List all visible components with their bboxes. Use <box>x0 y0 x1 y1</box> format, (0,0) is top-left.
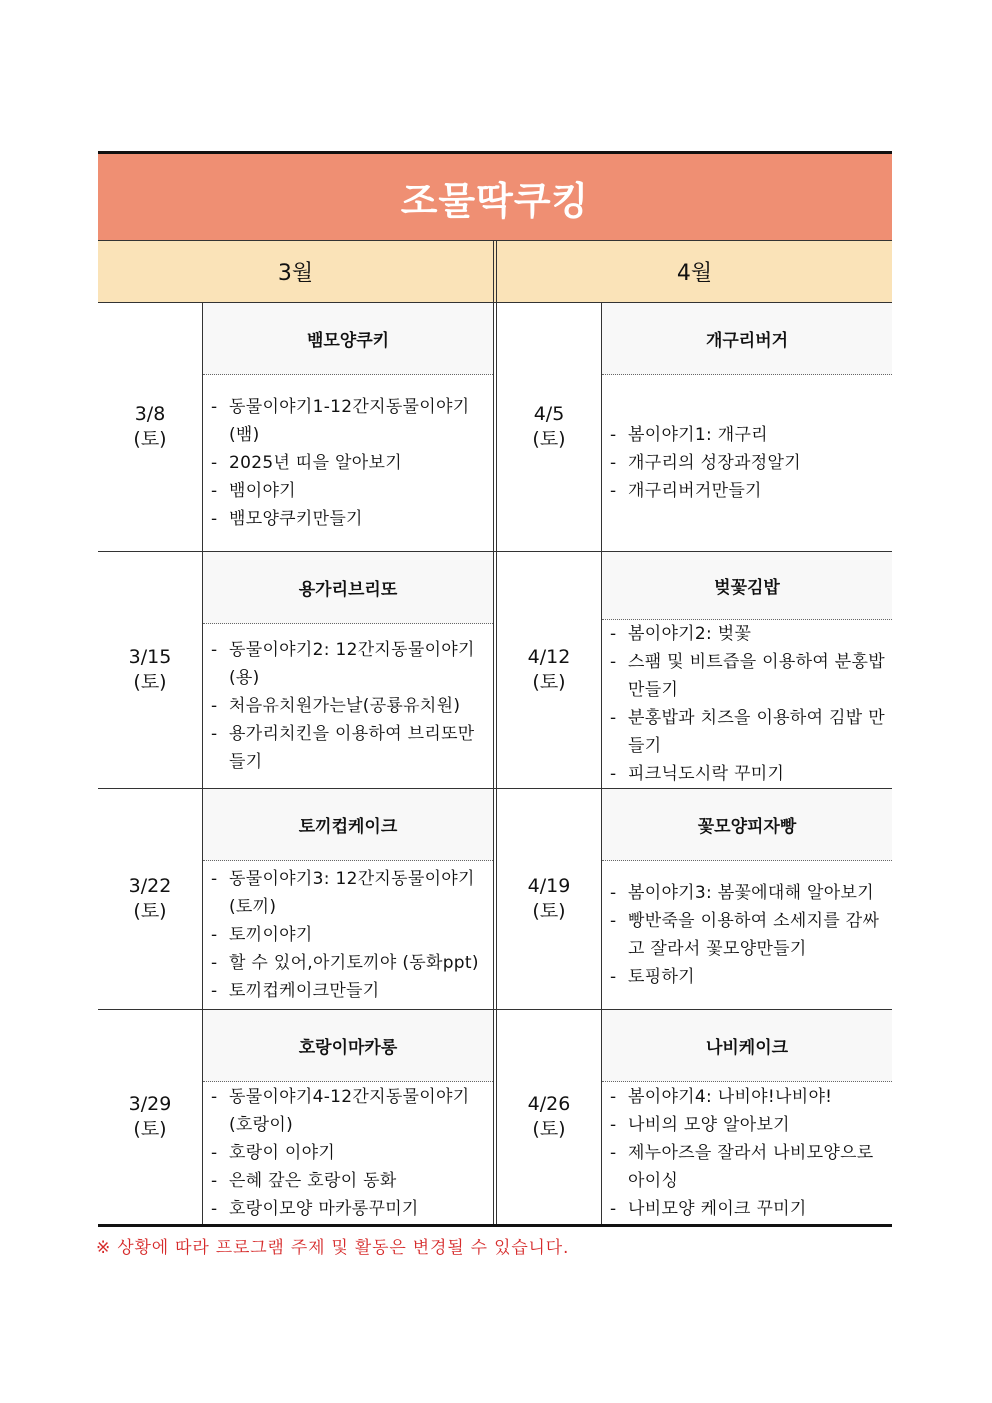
list-item <box>211 1083 487 1139</box>
schedule-row <box>98 552 892 789</box>
activity-title: 꽃모양피자빵 <box>602 789 892 861</box>
session-date: 3/8 <box>134 403 166 425</box>
schedule-row <box>98 1010 892 1227</box>
activity-list <box>203 1082 493 1224</box>
list-dash: - <box>610 624 617 644</box>
session-day: (토) <box>133 671 167 693</box>
april-session <box>497 789 892 1009</box>
list-item <box>610 421 886 449</box>
list-dash: - <box>610 1115 617 1135</box>
list-dash: - <box>211 509 218 529</box>
list-dash: - <box>211 869 218 889</box>
list-dash: - <box>211 981 218 1001</box>
activity-list <box>602 861 892 1009</box>
list-item-text: 은혜 갚은 호랑이 동화 <box>229 1171 397 1191</box>
list-item-text: 2025년 띠을 알아보기 <box>229 453 402 473</box>
list-dash: - <box>610 883 617 903</box>
session-date-cell <box>98 1010 203 1224</box>
session-date: 4/12 <box>527 646 571 668</box>
session-content <box>602 1010 892 1224</box>
session-date: 4/5 <box>533 403 565 425</box>
list-item-text: 제누아즈을 잘라서 나비모양으로 아이싱 <box>628 1143 874 1191</box>
list-dash: - <box>610 453 617 473</box>
list-item-text: 호랑이모양 마카롱꾸미기 <box>229 1199 419 1219</box>
list-item-text: 토끼컵케이크만들기 <box>229 981 380 1001</box>
session-day: (토) <box>532 900 566 922</box>
activity-title: 토끼컵케이크 <box>203 789 493 861</box>
list-item <box>211 720 487 776</box>
list-dash: - <box>211 1087 218 1107</box>
march-session <box>98 303 497 551</box>
activity-list <box>602 620 892 788</box>
list-item-text: 봄이야기1: 개구리 <box>628 425 768 445</box>
list-item <box>211 692 487 720</box>
list-item-text: 분홍밥과 치즈을 이용하여 김밥 만들기 <box>628 708 885 756</box>
session-date-cell <box>98 552 203 788</box>
list-dash: - <box>211 1143 218 1163</box>
list-item <box>610 760 886 788</box>
session-date-cell <box>98 303 203 551</box>
list-dash: - <box>211 724 218 744</box>
session-content <box>203 303 493 551</box>
month-header-march: 3월 <box>98 241 497 302</box>
list-item <box>211 949 487 977</box>
session-date-cell <box>497 552 602 788</box>
activity-title: 개구리버거 <box>602 303 892 375</box>
list-dash: - <box>610 1087 617 1107</box>
session-content <box>602 303 892 551</box>
session-day: (토) <box>133 900 167 922</box>
list-item-text: 나비모양 케이크 꾸미기 <box>628 1199 807 1219</box>
session-content <box>203 789 493 1009</box>
list-item-text: 동물이야기1-12간지동물이야기(뱀) <box>229 397 470 445</box>
activity-title: 뱀모양쿠키 <box>203 303 493 375</box>
list-item-text: 토핑하기 <box>628 967 695 987</box>
session-content <box>203 552 493 788</box>
list-item-text: 빵반죽을 이용하여 소세지를 감싸고 잘라서 꽃모양만들기 <box>628 911 880 959</box>
list-item <box>211 977 487 1005</box>
list-dash: - <box>610 764 617 784</box>
session-day: (토) <box>532 671 566 693</box>
list-item-text: 피크닉도시락 꾸미기 <box>628 764 785 784</box>
list-item <box>211 1139 487 1167</box>
list-item <box>211 505 487 533</box>
list-dash: - <box>211 696 218 716</box>
list-item <box>211 1195 487 1223</box>
list-dash: - <box>610 708 617 728</box>
session-day: (토) <box>532 1118 566 1140</box>
list-item-text: 처음유치원가는날(공룡유치원) <box>229 696 461 716</box>
list-item-text: 호랑이 이야기 <box>229 1143 336 1163</box>
activity-list <box>203 861 493 1009</box>
activity-title: 용가리브리또 <box>203 552 493 624</box>
activity-list <box>602 375 892 551</box>
list-item <box>211 1167 487 1195</box>
list-dash: - <box>211 640 218 660</box>
list-item-text: 뱀이야기 <box>229 481 296 501</box>
list-item-text: 봄이야기3: 봄꽃에대해 알아보기 <box>628 883 874 903</box>
april-session <box>497 1010 892 1224</box>
list-item <box>610 1139 886 1195</box>
session-day: (토) <box>133 428 167 450</box>
month-header-row <box>98 241 892 303</box>
list-dash: - <box>211 453 218 473</box>
list-dash: - <box>211 397 218 417</box>
list-item <box>610 449 886 477</box>
list-item <box>610 648 886 704</box>
table-title-bar <box>98 151 892 241</box>
session-date-cell <box>497 1010 602 1224</box>
session-content <box>602 789 892 1009</box>
program-table <box>98 151 892 1227</box>
march-session <box>98 552 497 788</box>
list-item-text: 스팸 및 비트즙을 이용하여 분홍밥 만들기 <box>628 652 885 700</box>
list-item <box>610 1111 886 1139</box>
activity-title: 호랑이마카롱 <box>203 1010 493 1082</box>
list-item-text: 개구리의 성장과정알기 <box>628 453 801 473</box>
march-session <box>98 1010 497 1224</box>
session-date: 3/15 <box>128 646 172 668</box>
list-item <box>211 449 487 477</box>
session-date-cell <box>98 789 203 1009</box>
list-dash: - <box>211 1171 218 1191</box>
schedule-row <box>98 303 892 552</box>
change-notice: ※ 상황에 따라 프로그램 주제 및 활동은 변경될 수 있습니다. <box>96 1238 570 1258</box>
april-session <box>497 303 892 551</box>
list-item <box>211 393 487 449</box>
list-item <box>610 477 886 505</box>
list-item <box>610 1083 886 1111</box>
list-dash: - <box>211 1199 218 1219</box>
list-item <box>211 921 487 949</box>
session-date-cell <box>497 303 602 551</box>
session-day: (토) <box>133 1118 167 1140</box>
april-session <box>497 552 892 788</box>
list-dash: - <box>610 425 617 445</box>
session-date: 4/26 <box>527 1093 571 1115</box>
list-item-text: 용가리치킨을 이용하여 브리또만들기 <box>229 724 475 772</box>
page-title: 조물딱쿠킹 <box>400 178 590 223</box>
session-content <box>203 1010 493 1224</box>
march-session <box>98 789 497 1009</box>
list-item <box>610 620 886 648</box>
list-dash: - <box>610 1199 617 1219</box>
list-item-text: 봄이야기2: 벚꽃 <box>628 624 752 644</box>
session-content <box>602 552 892 788</box>
list-item-text: 동물이야기2: 12간지동물이야기(용) <box>229 640 475 688</box>
session-date: 4/19 <box>527 875 571 897</box>
list-item <box>610 963 886 991</box>
list-item-text: 나비의 모양 알아보기 <box>628 1115 790 1135</box>
list-item <box>211 477 487 505</box>
list-dash: - <box>610 967 617 987</box>
list-item-text: 동물이야기4-12간지동물이야기(호랑이) <box>229 1087 470 1135</box>
list-item-text: 개구리버거만들기 <box>628 481 762 501</box>
list-item-text: 할 수 있어,아기토끼야 (동화ppt) <box>229 953 479 973</box>
list-item-text: 뱀모양쿠키만들기 <box>229 509 363 529</box>
list-dash: - <box>610 1143 617 1163</box>
list-dash: - <box>610 911 617 931</box>
list-item <box>211 865 487 921</box>
session-date-cell <box>497 789 602 1009</box>
list-item <box>211 636 487 692</box>
activity-list <box>203 375 493 551</box>
list-item <box>610 907 886 963</box>
list-dash: - <box>610 652 617 672</box>
list-item-text: 동물이야기3: 12간지동물이야기(토끼) <box>229 869 475 917</box>
schedule-rows <box>98 303 892 1227</box>
list-dash: - <box>211 925 218 945</box>
list-item <box>610 879 886 907</box>
session-day: (토) <box>532 428 566 450</box>
session-date: 3/29 <box>128 1093 172 1115</box>
list-dash: - <box>211 481 218 501</box>
month-header-april: 4월 <box>676 261 713 286</box>
activity-list <box>203 624 493 788</box>
activity-list <box>602 1082 892 1224</box>
list-item <box>610 704 886 760</box>
list-item-text: 토끼이야기 <box>229 925 313 945</box>
list-item <box>610 1195 886 1223</box>
list-dash: - <box>211 953 218 973</box>
session-date: 3/22 <box>128 875 172 897</box>
schedule-row <box>98 789 892 1010</box>
list-dash: - <box>610 481 617 501</box>
list-item-text: 봄이야기4: 나비야!나비야! <box>628 1087 833 1107</box>
activity-title: 벚꽃김밥 <box>602 552 892 620</box>
activity-title: 나비케이크 <box>602 1010 892 1082</box>
